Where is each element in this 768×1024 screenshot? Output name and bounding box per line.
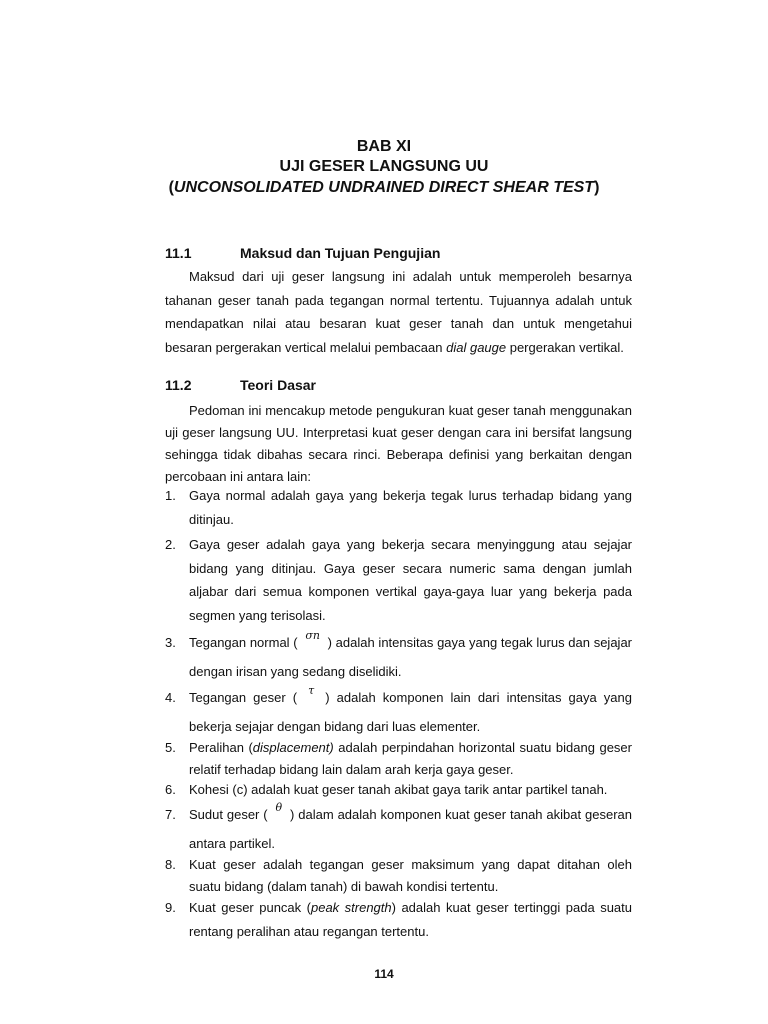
section-title: Teori Dasar xyxy=(240,377,316,393)
list-item: 9. Kuat geser puncak (peak strength) adalah kuat geser tertinggi pada suatu rentang peralihan atau regangan tertentu. xyxy=(165,900,632,939)
section-number: 11.2 xyxy=(165,377,192,393)
chapter-title: UJI GESER LANGSUNG UU xyxy=(279,158,489,175)
section-11-2-paragraph: Pedoman ini mencakup metode pengukuran kuat geser tanah menggunakan uji geser langsung UU. Interpretasi kuat geser dengan cara ini bersifat langsung sehingga tidak dibahas secara rinci. Beberapa definisi yang berkaitan dengan percobaan ini antara lain: xyxy=(165,403,632,484)
section-heading-11-1 xyxy=(165,245,440,261)
section-number: 11.1 xyxy=(165,245,192,261)
list-item: 5. Peralihan (displacement) adalah perpindahan horizontal suatu bidang geser relatif terhadap bidang lain dalam arah kerja gaya geser. xyxy=(165,740,632,777)
list-item: 8. Kuat geser adalah tegangan geser maksimum yang dapat ditahan oleh suatu bidang (dalam tanah) di bawah kondisi tertentu. xyxy=(165,857,632,894)
italic-term: displacement) xyxy=(252,740,334,755)
subtitle-open-paren: ( xyxy=(168,179,174,196)
subtitle-close-paren: ) xyxy=(594,179,600,196)
page-number: 114 xyxy=(374,967,394,981)
list-item: 7. Sudut geser ( θ ) dalam adalah komponen kuat geser tanah akibat geseran antara partikel. xyxy=(165,801,632,858)
list-item: 1. Gaya normal adalah gaya yang bekerja tegak lurus terhadap bidang yang ditinjau. xyxy=(165,488,632,527)
section-title: Maksud dan Tujuan Pengujian xyxy=(240,245,441,261)
theta-symbol: θ xyxy=(275,801,283,814)
list-item: 2. Gaya geser adalah gaya yang bekerja secara menyinggung atau sejajar bidang yang ditinjau. Gaya geser secara numeric sama dengan jumlah aljabar dari semua komponen vertikal gaya-gaya luar yang bekerja pada segmen yang terisolasi. xyxy=(165,537,632,623)
list-item: 6. Kohesi (c) adalah kuat geser tanah akibat gaya tarik antar partikel tanah. xyxy=(165,782,608,797)
tau-symbol: τ xyxy=(308,684,315,697)
section-heading-11-2 xyxy=(165,377,316,393)
definition-list xyxy=(165,484,632,944)
italic-term: peak strength xyxy=(310,900,392,915)
subtitle-italic-text: UNCONSOLIDATED UNDRAINED DIRECT SHEAR TEST xyxy=(173,179,595,196)
chapter-label: BAB XI xyxy=(356,138,412,155)
list-item: 3. Tegangan normal ( σn ) adalah intensitas gaya yang tegak lurus dan sejajar dengan irisan yang sedang diselidiki. xyxy=(165,629,632,686)
sigma-n-symbol: σn xyxy=(305,629,320,642)
italic-term: dial gauge xyxy=(446,339,507,355)
chapter-subtitle xyxy=(0,178,768,197)
list-item: 4. Tegangan geser ( τ ) adalah komponen lain dari intensitas gaya yang bekerja sejajar dengan bidang dari luas elementer. xyxy=(165,684,632,741)
section-11-1-paragraph: Maksud dari uji geser langsung ini adalah untuk memperoleh besarnya tahanan geser tanah pada tegangan normal tertentu. Tujuannya adalah untuk mendapatkan nilai atau besaran kuat geser tanah dan untuk mengetahui besaran pergerakan vertical melalui pembacaan dial gauge pergerakan vertikal. xyxy=(165,269,632,355)
